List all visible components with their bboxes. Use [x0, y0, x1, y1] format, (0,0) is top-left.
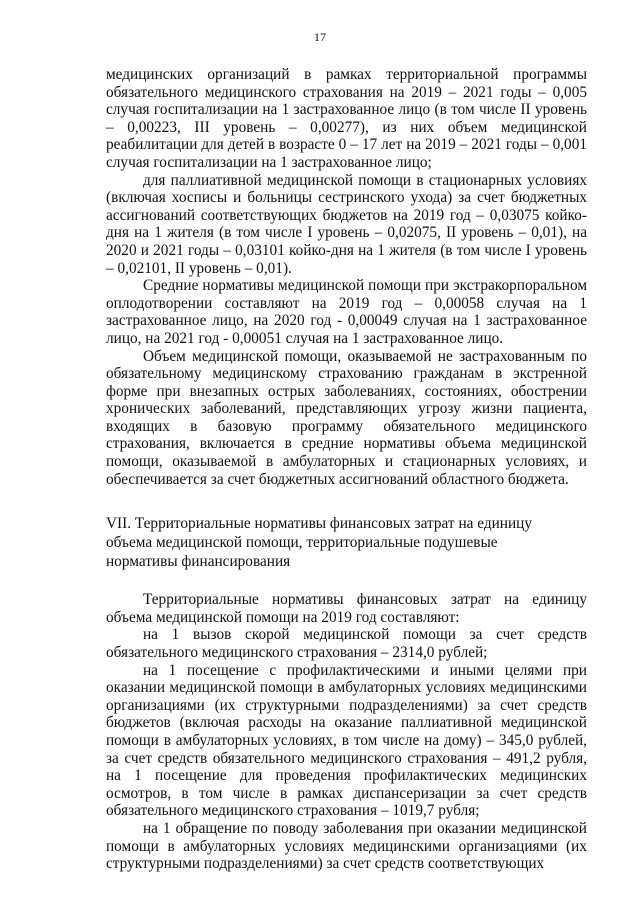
paragraph-palliative-care: для паллиативной медицинской помощи в стационарных условиях (включая хосписы и больницы сестринского ухода) за счет бюджетных ассигнований соответствующих бюджетов на 2019 год – 0,03075 койко-дня на 1 жителя (в том числе I уровень – 0,02075, II уровень – 0,01), на 2020 и 2021 годы – 0,03101 койко-дня на 1 жителя (в том числе I уровень – 0,02101, II уровень – 0,01).	[106, 171, 587, 277]
page-number: 17	[314, 30, 326, 44]
section-heading-line: объема медицинской помощи, территориальные подушевые	[106, 534, 498, 552]
section-heading-line: VII. Территориальные нормативы финансовых затрат на единицу	[106, 515, 533, 533]
paragraph-disease-appeal: на 1 обращение по поводу заболевания при оказании медицинской помощи в амбулаторных условиях медицинскими организациями (их структурными подразделениями) за счет средств соответствующих	[106, 819, 587, 873]
section-heading-line: нормативы финансирования	[106, 553, 291, 571]
paragraph-financial-norms-intro: Территориальные нормативы финансовых затрат на единицу объема медицинской помощи на 2019 год составляют:	[106, 591, 587, 626]
paragraph-continuation: медицинских организаций в рамках территориальной программы обязательного медицинского страхования на 2019 – 2021 годы – 0,005 случая госпитализации на 1 застрахованное лицо (в том числе II уровень – 0,00223, III уровень – 0,00277), из них объем медицинской реабилитации для детей в возрасте 0 – 17 лет на 2019 – 2021 годы – 0,001 случая госпитализации на 1 застрахованное лицо;	[106, 66, 587, 171]
paragraph-ambulance-call: на 1 вызов скорой медицинской помощи за счет средств обязательного медицинского страхования – 2314,0 рублей;	[106, 626, 587, 662]
section-heading	[106, 514, 587, 571]
paragraph-preventive-visit: на 1 посещение с профилактическими и иными целями при оказании медицинской помощи в амбулаторных условиях медицинскими организациями (их структурными подразделениями) за счет средств бюджетов (включая расходы на оказание паллиативной медицинской помощи в амбулаторных условиях, в том числе на дому) – 345,0 рублей, за счет средств обязательного медицинского страхования – 491,2 рубля, на 1 посещение для проведения профилактических медицинских осмотров, в том числе в рамках диспансеризации за счет средств обязательного медицинского страхования – 1019,7 рубля;	[106, 661, 587, 820]
paragraph-eco-norms: Средние нормативы медицинской помощи при экстракорпоральном оплодотворении составляют на 2019 год – 0,00058 случая на 1 застрахованное лицо, на 2020 год - 0,00049 случая на 1 застрахованное лицо, на 2021 год - 0,00051 случая на 1 застрахованное лицо.	[106, 277, 587, 347]
document-body	[106, 66, 587, 873]
paragraph-uninsured-care: Объем медицинской помощи, оказываемой не застрахованным по обязательному медицинскому страхованию гражданам в экстренной форме при внезапных острых заболеваниях, состояниях, обострении хронических заболеваний, представляющих угрозу жизни пациента, входящих в базовую программу обязательного медицинского страхования, включается в средние нормативы объема медицинской помощи, оказываемой в амбулаторных и стационарных условиях, и обеспечивается за счет бюджетных ассигнований областного бюджета.	[106, 347, 587, 488]
